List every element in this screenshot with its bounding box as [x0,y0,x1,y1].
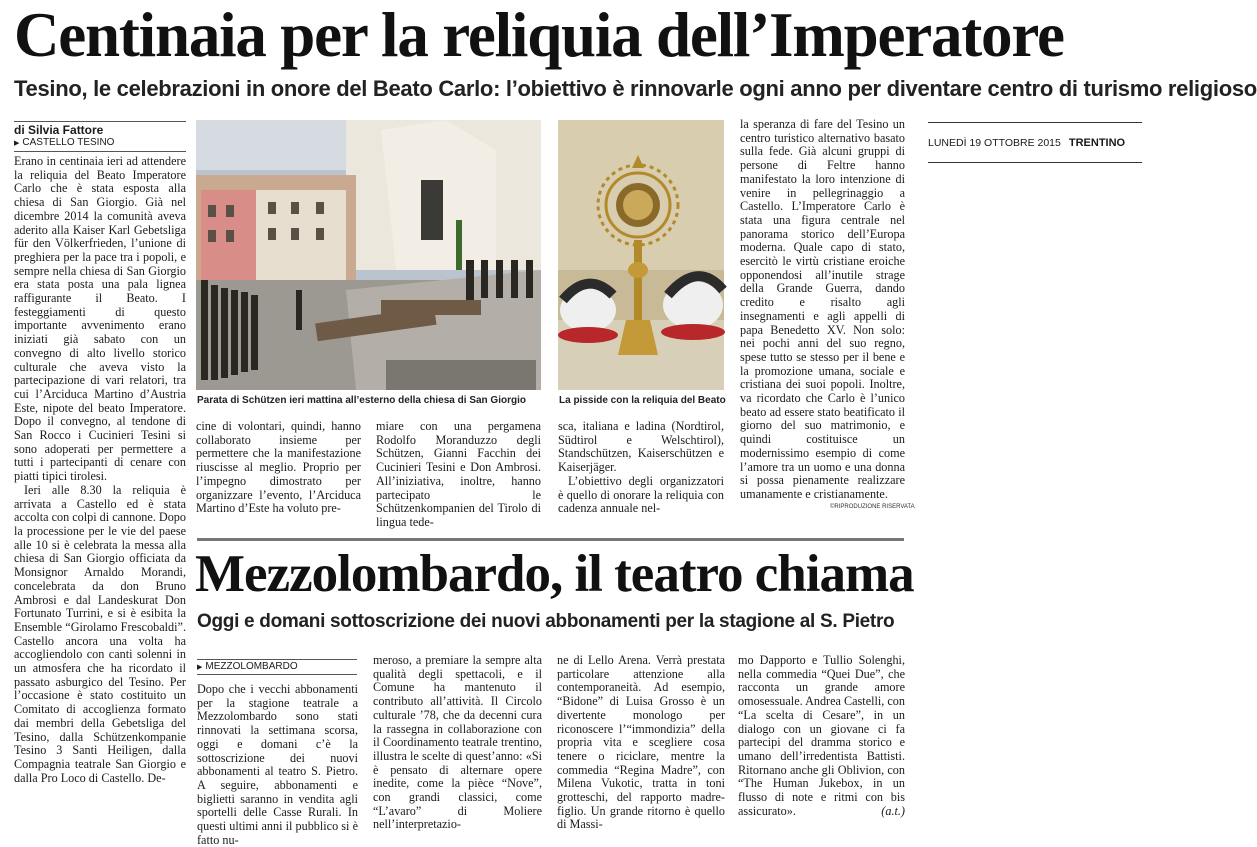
dateline-place: ▶ CASTELLO TESINO [14,137,186,152]
paragraph: ne di Lello Arena. Verrà prestata particolare attenzione alla contemporaneità. Ad esempio, “Bidone” di Luisa Grosso è un divertente monologo per riconoscere l’“immondizia” della propria vita e scegliere cosa tenere o riciclare, mentre la commedia “Regina Madre”, con Milena Vukotic, tratta in toni grotteschi, del rapporto madre-figlio. Un grande ritorno è quello di Massi- [557,653,725,832]
article-subhead: Tesino, le celebrazioni in onore del Beato Carlo: l’obiettivo è rinnovarle ogni anno per diventare centro di turismo religioso [14,76,1257,101]
article-column-4 [558,420,724,516]
paragraph: Ieri alle 8.30 la reliquia è arrivata a Castello ed è stata accolta con colpi di cannone. Dopo la processione per le vie del paese alle 10 si è celebrata la messa alla chiesa di San Giorgio officiata da Monsignor Arnaldo Morandi, concelebrata da don Bruno Ambrosi e dal Landeskurat Don Fortunato Turrini, e si è esibita la Ensemble “Girolamo Frescobaldi”. Castello ancora una volta ha accogliendolo con canti solenni in un atmosfera che ha ricordato il passato asburgico del Tesino. Per l’occasione è stato costituito un Comitato di accoglienza formato dai membri della Gebetsliga del Tesino, dalla Schützenkompanie Tesino 3 Santi Heiligen, dalla Compagnia teatrale San Giorgio e dalla Pro Loco di Castello. De- [14,482,186,785]
paragraph: L’obiettivo degli organizzatori è quello di onorare la reliquia con cadenza annuale nel- [558,473,724,516]
triangle-icon: ▶ [14,140,20,147]
dateline-place: ▶ MEZZOLOMBARDO [197,659,357,675]
article-headline: Centinaia per la reliquia dell’Imperatore [14,0,1064,70]
article-column-2 [196,420,361,516]
author-signature: (a.t.) [881,803,905,818]
copyright-notice: ©RIPRODUZIONE RISERVATA [830,504,915,510]
page-dateline [928,122,1142,163]
article2-column-2 [373,654,542,832]
photo-caption: La pisside con la reliquia del Beato [559,395,726,406]
paragraph: Dopo che i vecchi abbonamenti per la stagione teatrale a Mezzolombardo sono stati rinnovati la settimana scorsa, oggi e domani c’è la sottoscrizione dei nuovi abbonamenti al teatro S. Pietro. A seguire, abbonamenti e biglietti saranno in vendita agli sportelli delle Casse Rurali. In questi ultimi anni il pubblico si è fatto nu- [197,682,358,847]
paragraph: la speranza di fare del Tesino un centro turistico alternativo basato sulla fede. Già alcuni gruppi di persone di Feltre hanno manifestato la loro intenzione di venire in pellegrinaggio a Castello. L’Imperatore Carlo è stata una figura centrale nel panorama storico dell’Europa moderna. Quale capo di stato, esercitò le virtù cristiane eroiche opponendosi all’inutile strage della Grande Guerra, dando credito e risalto agli insegnamenti e agli appelli di papa Benedetto XV. Non solo: nei pochi anni del suo regno, spese tutto se stesso per il bene e la promozione umana, sociale e cristiana dei suoi popoli. Inoltre, va ricordato che Carlo è l’unico beato ad essere stato beatificato il giorno del suo matrimonio, e quindi costituisce un modernissimo esempio di come l’amore tra un uomo e una donna si possa pienamente realizzare umanamente e cristianamente. [740,117,905,501]
photo-caption: Parata di Schützen ieri mattina all’esterno della chiesa di San Giorgio [197,395,526,406]
article-rule [197,538,904,541]
author-name: di Silvia Fattore [14,123,104,137]
byline [14,121,186,152]
paragraph: mo Dapporto e Tullio Solenghi, nella commedia “Quei Due”, che racconta un grande amore omosessuale. Andrea Castelli, con “La scelta di Cesare”, in un dialogo con un giovane ci fa partecipi del dramma storico e umano dell’irredentista Battisti. Ritornano anche gli Oblivion, con “The Human Jukebox, in un flusso di note e ritmi con bis assicurato». (a.t.) [738,653,905,818]
article2-column-1 [197,683,358,847]
paragraph: meroso, a premiare la sempre alta qualità degli spettacoli, e il Comune ha mantenuto il contributo all’attività. Il Circolo culturale ’78, che da decenni cura la rassegna in collaborazione con il Coordinamento teatrale trentino, illustra le scelte di quest’anno: «Si è pensato di alternare opere inedite, come la pièce “Nove”, con grandi classici, come “L’avaro” di Moliere nell’interpretazio- [373,653,542,832]
paragraph: miare con una pergamena Rodolfo Moranduzzo degli Schützen, Gianni Facchin dei Cucinieri Tesini e Don Ambrosi. All’iniziativa, inoltre, hanno partecipato le Schützenkompanien del Tirolo di lingua tede- [376,419,541,529]
article-column-3 [376,420,541,530]
reliquary-photo [558,120,724,390]
section-name: TRENTINO [1068,136,1126,149]
triangle-icon: ▶ [197,664,203,671]
article2-headline: Mezzolombardo, il teatro chiama [195,545,914,603]
paragraph: Erano in centinaia ieri ad attendere la reliquia del Beato Imperatore Carlo che è stata esposta alla chiesa di San Giorgio. Già nel dicembre 2014 la comunità aveva aderito alla Kaiser Karl Gebetsliga für den Völkerfrieden, l’unione di preghiera per la pace tra i popoli, e sempre nella chiesa di San Giorgio era stata posta una pala lignea raffigurante il Beato. I festeggiamenti di questo importante avvenimento erano iniziati già sabato con un convegno di alto livello storico culturale che aveva visto la partecipazione di vari relatori, tra cui l’Arciduca Martino d’Austria Este, nipote del beato Imperatore. Dopo il convegno, al tendone di San Rocco i Cucinieri Tesini si sono adoperati per permettere a tutti i partecipanti di cenare con piatti tipici tirolesi. [14,154,186,484]
article2-column-4 [738,654,905,818]
article2-column-3 [557,654,725,832]
article-column-5 [740,118,905,502]
paragraph: sca, italiana e ladina (Nordtirol, Südtirol e Welschtirol), Standschützen, Kaiserschützen e Kaiserjäger. [558,419,724,475]
issue-date: LUNEDÌ 19 OTTOBRE 2015 [928,136,1061,149]
parade-photo [196,120,541,390]
article-column-1 [14,155,186,785]
paragraph: cine di volontari, quindi, hanno collaborato insieme per permettere che la manifestazione riuscisse al meglio. Proprio per l’impegno dimostrato per organizzare l’evento, l’Arciduca Martino d’Este ha voluto pre- [196,419,361,516]
article2-subhead: Oggi e domani sottoscrizione dei nuovi abbonamenti per la stagione al S. Pietro [197,611,895,632]
